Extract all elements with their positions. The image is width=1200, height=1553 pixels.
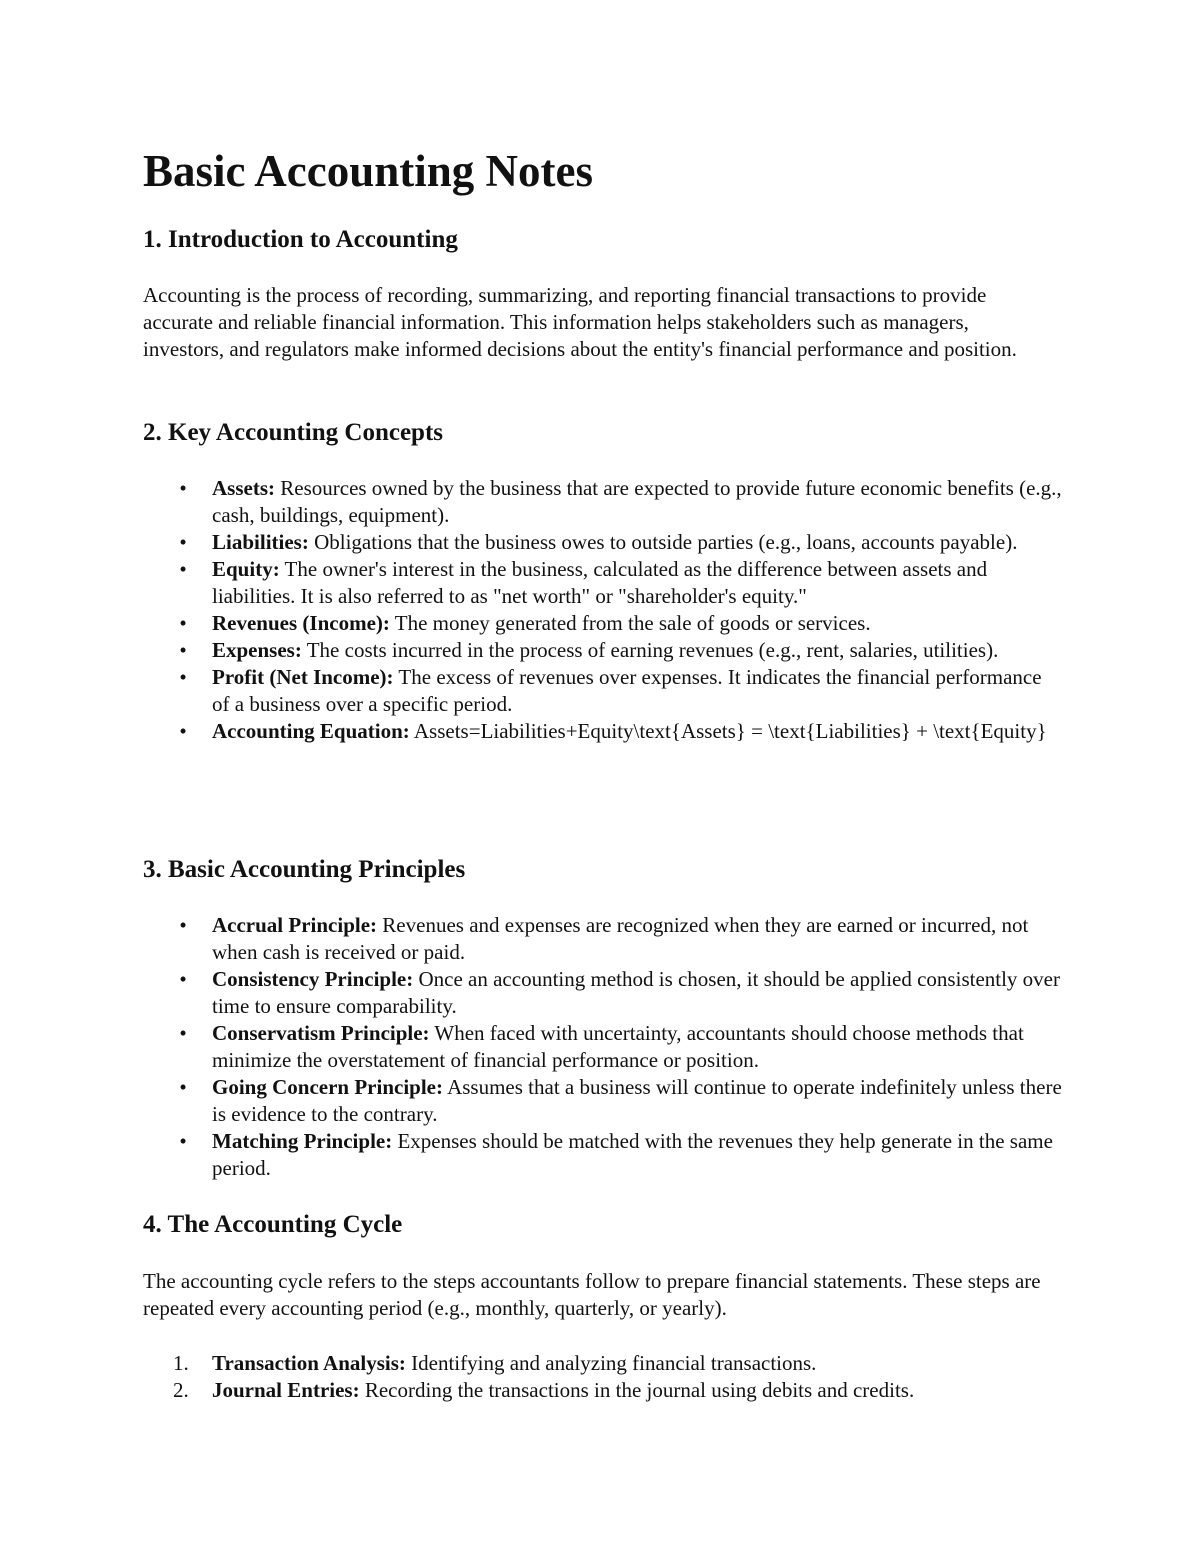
list-item-term: Equity: (212, 557, 280, 581)
list-item-term: Assets: (212, 476, 275, 500)
principles-list (143, 912, 1063, 1182)
section-heading-intro: 1. Introduction to Accounting (143, 226, 458, 253)
list-item (143, 664, 1063, 718)
section-heading-principles: 3. Basic Accounting Principles (143, 856, 466, 883)
list-item (143, 610, 1063, 637)
list-item-text: Identifying and analyzing financial transactions. (405, 1351, 817, 1375)
list-item-text: The costs incurred in the process of earning revenues (e.g., rent, salaries, utilities). (301, 638, 999, 662)
list-item-text: The excess of revenues over expenses. It indicates the financial performance of a business over a specific period. (212, 665, 1042, 716)
list-item-term: Journal Entries: (212, 1378, 360, 1402)
intro-paragraph: Accounting is the process of recording, summarizing, and reporting financial transactions to provide accurate and reliable financial information. This information helps stakeholders such as managers, investors, and regulators make informed decisions about the entity's financial performance and position. (143, 283, 1017, 361)
list-item (143, 1128, 1063, 1182)
step-number: 2. (173, 1378, 189, 1402)
list-item-text: Once an accounting method is chosen, it should be applied consistently over time to ensure comparability. (212, 967, 1060, 1018)
concepts-list (143, 475, 1063, 745)
list-item (143, 529, 1063, 556)
bullet-icon: • (179, 1021, 187, 1045)
bullet-icon: • (179, 530, 187, 554)
list-item (143, 475, 1063, 529)
list-item-text: Resources owned by the business that are expected to provide future economic benefits (e.g., cash, buildings, equipment). (212, 476, 1062, 527)
list-item (143, 912, 1063, 966)
list-item-text: Assumes that a business will continue to operate indefinitely unless there is evidence to the contrary. (212, 1075, 1062, 1126)
list-item (143, 1350, 1063, 1377)
list-item (143, 966, 1063, 1020)
list-item-text: Obligations that the business owes to outside parties (e.g., loans, accounts payable). (308, 530, 1018, 554)
cycle-steps-list (143, 1350, 1063, 1404)
list-item-text: Revenues and expenses are recognized when they are earned or incurred, not when cash is received or paid. (212, 913, 1029, 964)
bullet-icon: • (179, 557, 187, 581)
list-item-term: Consistency Principle: (212, 967, 414, 991)
bullet-icon: • (179, 638, 187, 662)
list-item-text: Recording the transactions in the journal using debits and credits. (359, 1378, 915, 1402)
list-item (143, 1074, 1063, 1128)
list-item (143, 637, 1063, 664)
bullet-icon: • (179, 665, 187, 689)
list-item (143, 718, 1063, 745)
list-item-term: Liabilities: (212, 530, 309, 554)
bullet-icon: • (179, 1075, 187, 1099)
list-item-term: Matching Principle: (212, 1129, 393, 1153)
page-title: Basic Accounting Notes (143, 146, 593, 196)
bullet-icon: • (179, 719, 187, 743)
list-item-text: When faced with uncertainty, accountants should choose methods that minimize the overstatement of financial performance or position. (212, 1021, 1024, 1072)
section-heading-concepts: 2. Key Accounting Concepts (143, 419, 443, 446)
bullet-icon: • (179, 967, 187, 991)
list-item-term: Going Concern Principle: (212, 1075, 443, 1099)
list-item-term: Revenues (Income): (212, 611, 390, 635)
list-item-term: Profit (Net Income): (212, 665, 394, 689)
list-item-term: Accounting Equation: (212, 719, 410, 743)
cycle-paragraph: The accounting cycle refers to the steps accountants follow to prepare financial statements. These steps are repeated every accounting period (e.g., monthly, quarterly, or yearly). (143, 1269, 1041, 1320)
list-item-text: The money generated from the sale of goods or services. (389, 611, 871, 635)
list-item-text: Assets=Liabilities+Equity\text{Assets} = \text{Liabilities} + \text{Equity} (409, 719, 1047, 743)
section-heading-cycle: 4. The Accounting Cycle (143, 1211, 403, 1238)
list-item-term: Expenses: (212, 638, 302, 662)
list-item-text: The owner's interest in the business, calculated as the difference between assets and liabilities. It is also referred to as "net worth" or "shareholder's equity." (212, 557, 988, 608)
list-item-term: Transaction Analysis: (212, 1351, 406, 1375)
bullet-icon: • (179, 611, 187, 635)
list-item-text: Expenses should be matched with the revenues they help generate in the same period. (212, 1129, 1053, 1180)
list-item-term: Accrual Principle: (212, 913, 378, 937)
list-item (143, 556, 1063, 610)
bullet-icon: • (179, 1129, 187, 1153)
list-item (143, 1020, 1063, 1074)
list-item (143, 1377, 1063, 1404)
step-number: 1. (173, 1351, 189, 1375)
bullet-icon: • (179, 476, 187, 500)
list-item-term: Conservatism Principle: (212, 1021, 430, 1045)
bullet-icon: • (179, 913, 187, 937)
